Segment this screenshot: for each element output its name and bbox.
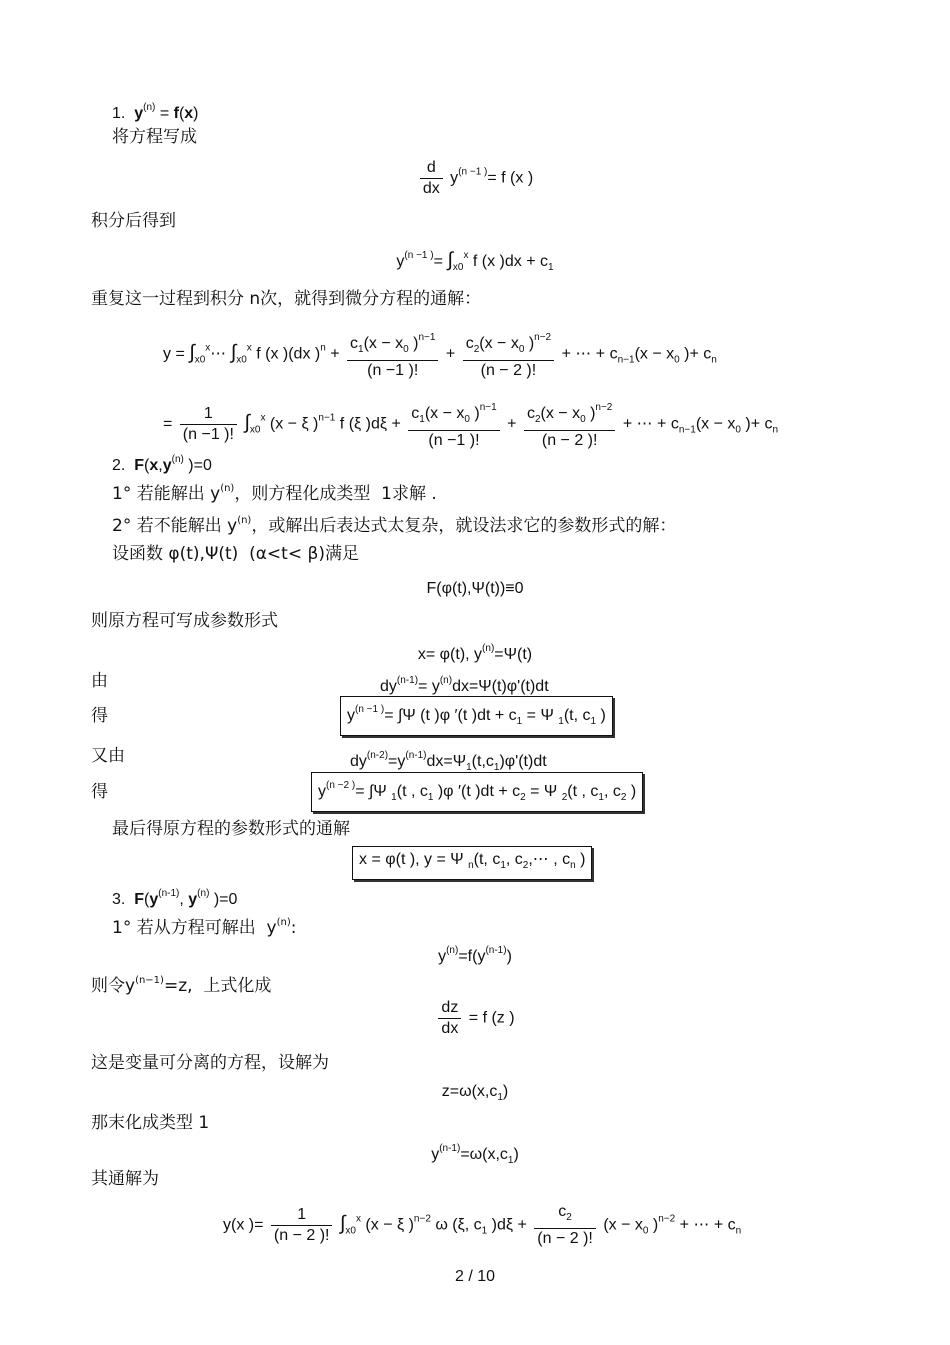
s2-final: 最后得原方程的参数形式的通解: [112, 819, 350, 839]
eq-boxed-2: $y^{(n -2 )}= \int\Psi$ $_1$(t , $c_1$ )φ ′(t )$dt + c_2 = \Psi$ $_2$(t , $c_1$, $c_2$ ): [311, 772, 643, 812]
s1-after-integrate: 积分后得到: [91, 211, 176, 231]
s3-case1: 1° 若从方程可解出 $y^{(n)}$:: [112, 917, 297, 938]
eq-boxed-final: x = φ(t ), y = Ψ $_n$(t, $c_1$, $c_2,\cdots$ , $c_n$ ): [352, 846, 592, 880]
eq-F-identity: F(φ(t),Ψ(t))≡0: [426, 580, 524, 597]
eq-boxed-1: $y^{(n -1 )}= \int\Psi$ (t )φ ′(t )$dt + c_1 = \Psi$ $_1$(t, $c_1$ ): [340, 696, 613, 736]
eq-param-form: x= φ(t), $y^{(n)}=\Psi(t)$: [417, 643, 533, 663]
s3-general: 其通解为: [91, 1169, 159, 1189]
eq-dy-n-2: $dy^{(n-2)}=y^{(n-1)}dx=\Psi_1(t,c_1)\varphi'(t)dt$: [350, 750, 547, 773]
s1-intro: 将方程写成: [112, 127, 197, 147]
eq-d-dx: $\frac{d}{dx}$ $y^{(n -1 )}= f$ (x ): [0, 158, 950, 199]
s2-you: 由: [91, 671, 108, 691]
s3-separable: 这是变量可分离的方程，设解为: [91, 1053, 329, 1073]
section-1-heading: 1. $y^{(n)} = f(x)$: [112, 102, 199, 122]
eq-final-general: y(x )= $\frac{1}{(n - 2 )!}$ $\int_{x0}^x$ (x − ξ )$^{n-2}$ ω (ξ, $c_1$ )dξ + $\frac{c_2}{(n - 2 )!}$ ($x - x_0$ )$^{n-2}$ + ⋯ + $c_n$: [223, 1203, 742, 1247]
s2-case2: 2° 若不能解出 $y^{(n)}$，或解出后表达式太复杂，就设法求它的参数形式的解：: [112, 515, 677, 536]
eq-dz-dx: $\frac{dz}{dx}$ = f (z ): [0, 998, 950, 1039]
s1-repeat: 重复这一过程到积分 n次，就得到微分方程的通解：: [91, 289, 482, 309]
eq-dy-n-1: $dy^{(n-1)}= y^{(n)}dx=\Psi(t)\varphi'(t)dt$: [380, 675, 549, 695]
s3-letz: 则令$y^{(n-1)}=z$, 上式化成: [91, 975, 272, 996]
s2-case1: 1° 若能解出 $y^{(n)}$，则方程化成类型 1求解 .: [112, 483, 437, 504]
eq-z-omega: $z=\omega(x,c_1)$: [441, 1083, 509, 1103]
s2-setfunc: 设函数 φ(t),Ψ(t) (α<t< β)满足: [112, 544, 359, 564]
eq-yn1-omega: $y^{(n-1)}=\omega(x,c_1)$: [431, 1143, 519, 1166]
s3-thenT1: 那末化成类型 1: [91, 1113, 210, 1133]
section-3-heading: 3. $F(y^{(n-1)}$, $y^{(n)}$ )=0: [112, 888, 238, 908]
s2-de1: 得: [91, 706, 108, 726]
section-2-heading: 2. $F(x,y^{(n)}$ )=0: [112, 454, 212, 474]
eq-general-solution-1: $y = \int_{x0}^x\cdots$ $\int_{x0}^x$ f (x )(dx )$^n$ + $\frac{c_1(x - x_0 )^{n-1}}{(n -1 )!}$ + $\frac{c_2(x - x_0 )^{n-2}}{(n - 2 )!}$ + ⋯ + $c_{n-1}(x - x_0$ )+ $c_n$: [163, 328, 717, 381]
s2-paramform: 则原方程可写成参数形式: [91, 611, 278, 631]
page-number: 2 / 10: [454, 1268, 496, 1285]
eq-yn-f: $y^{(n)}=f(y^{(n-1)})$: [438, 945, 512, 965]
s2-youyou: 又由: [91, 746, 125, 766]
s2-de2: 得: [91, 782, 108, 802]
eq-general-solution-2: = $\frac{1}{(n -1 )!}$ $\int_{x0}^x$ (x − ξ )$^{n-1}$ f (ξ )dξ + $\frac{c_1(x - x_0 )^{n-1}}{(n -1 )!}$ + $\frac{c_2(x - x_0 )^{n-2}}{(n - 2 )!}$ + ⋯ + $c_{n-1}(x - x_0$ )+ $c_n$: [163, 398, 778, 451]
eq-first-integral: $y^{(n -1 )}= \int_{x0}^x$ f (x )$dx + c_1$: [396, 249, 554, 273]
